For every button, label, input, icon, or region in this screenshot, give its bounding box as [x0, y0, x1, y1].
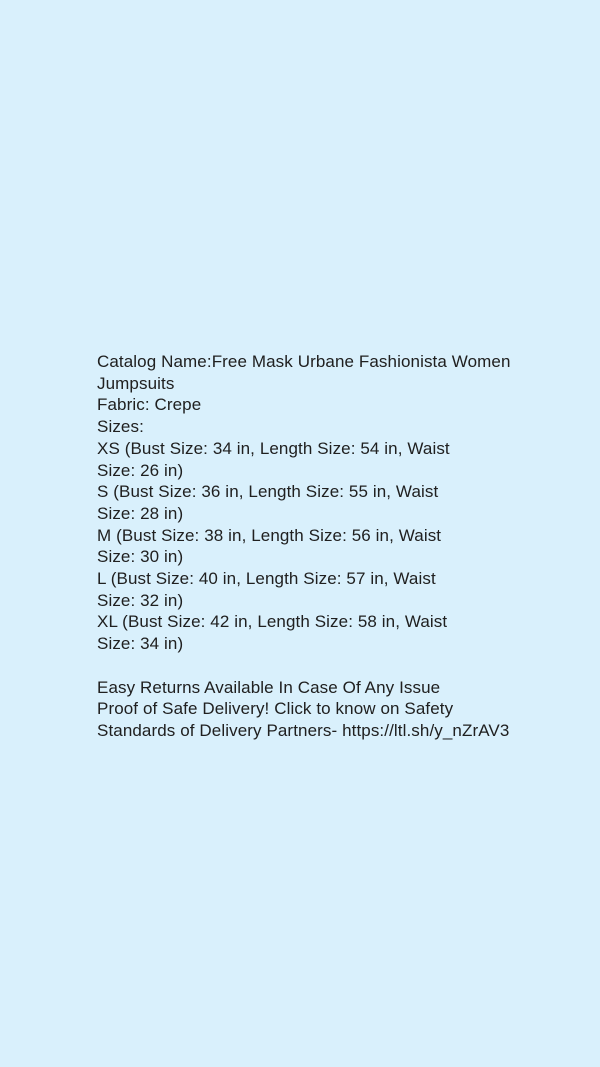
- size-line-m: M (Bust Size: 38 in, Length Size: 56 in, Waist: [97, 525, 442, 545]
- fabric-line: Fabric: Crepe: [97, 395, 202, 415]
- catalog-name-line: Jumpsuits: [97, 373, 175, 393]
- size-line-xs: XS (Bust Size: 34 in, Length Size: 54 in, Waist: [97, 438, 450, 458]
- size-line-m: Size: 30 in): [97, 547, 184, 567]
- size-line-xl: Size: 34 in): [97, 634, 184, 654]
- delivery-partners-line: [97, 720, 567, 742]
- size-line-xs: Size: 26 in): [97, 460, 184, 480]
- size-line-s: S (Bust Size: 36 in, Length Size: 55 in, Waist: [97, 482, 439, 502]
- blank-line: [97, 655, 567, 677]
- delivery-partners-label: Standards of Delivery Partners-: [97, 720, 343, 740]
- returns-line: Easy Returns Available In Case Of Any Issue: [97, 677, 441, 697]
- product-details-text: [97, 351, 567, 742]
- size-line-s: Size: 28 in): [97, 503, 184, 523]
- size-line-l: Size: 32 in): [97, 590, 184, 610]
- size-line-xl: XL (Bust Size: 42 in, Length Size: 58 in, Waist: [97, 612, 448, 632]
- size-line-l: L (Bust Size: 40 in, Length Size: 57 in, Waist: [97, 569, 436, 589]
- safety-standards-link[interactable]: https://ltl.sh/y_nZrAV3: [342, 720, 510, 740]
- catalog-name-line: Catalog Name:Free Mask Urbane Fashionista Women: [97, 352, 511, 371]
- sizes-label: Sizes:: [97, 417, 144, 437]
- delivery-line: Proof of Safe Delivery! Click to know on Safety: [97, 699, 454, 719]
